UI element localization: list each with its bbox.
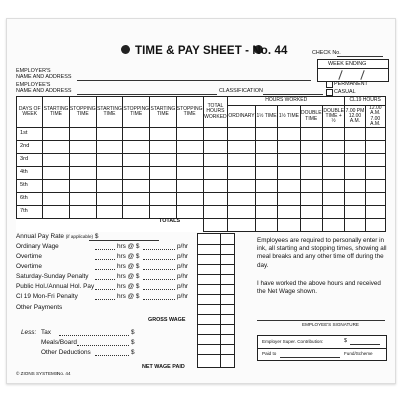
meals-dots — [77, 345, 129, 346]
day-label: 7th — [17, 206, 43, 219]
amount-row-line — [198, 334, 234, 335]
week-ending-box — [317, 59, 389, 82]
hours-cell[interactable] — [96, 206, 122, 219]
hours-cell[interactable] — [176, 193, 203, 206]
hours-cell[interactable] — [69, 167, 96, 180]
hours-cell[interactable] — [203, 154, 227, 167]
hours-cell[interactable] — [96, 167, 122, 180]
hrs-at-label: hrs @ $ — [117, 263, 140, 270]
hours-cell[interactable] — [123, 154, 150, 167]
hours-cell[interactable] — [365, 128, 385, 141]
hours-cell[interactable] — [228, 193, 256, 206]
hours-cell[interactable] — [203, 193, 227, 206]
super-divider — [258, 348, 386, 349]
hours-cell[interactable] — [255, 141, 277, 154]
footer-code: No. 44 — [57, 371, 71, 376]
hours-cell[interactable] — [69, 206, 96, 219]
hours-grid — [16, 96, 386, 232]
pay-row-rate-field[interactable] — [143, 279, 175, 280]
col-start-2: STARTING TIME — [96, 97, 122, 128]
day-label: 5th — [17, 180, 43, 193]
hrs-at-label: hrs @ $ — [117, 253, 140, 260]
per-hour-label: p/hr — [177, 283, 189, 290]
hours-cell[interactable] — [176, 180, 203, 193]
hours-cell[interactable] — [345, 193, 365, 206]
total-cell[interactable] — [278, 219, 300, 232]
check-no-field[interactable] — [337, 56, 383, 57]
hours-cell[interactable] — [228, 154, 256, 167]
hours-cell[interactable] — [176, 206, 203, 219]
hours-cell[interactable] — [228, 141, 256, 154]
hours-cell[interactable] — [150, 141, 176, 154]
hours-cell[interactable] — [43, 193, 69, 206]
hours-cell[interactable] — [322, 154, 344, 167]
super-box — [257, 335, 387, 361]
hours-cell[interactable] — [322, 206, 344, 219]
hours-cell[interactable] — [255, 128, 277, 141]
total-cell[interactable] — [322, 219, 344, 232]
hours-cell[interactable] — [228, 167, 256, 180]
annual-rate-label — [16, 233, 98, 240]
hours-cell[interactable] — [322, 180, 344, 193]
hours-cell[interactable] — [345, 180, 365, 193]
h-penalty-1: 7.00 PM 12.00 A.M. — [345, 106, 365, 128]
pay-row-label: Overtime — [16, 253, 42, 260]
hours-cell[interactable] — [96, 154, 122, 167]
pay-row-hours-field[interactable] — [95, 279, 115, 280]
hours-cell[interactable] — [69, 154, 96, 167]
employer-label-2: NAME AND ADDRESS — [16, 74, 72, 80]
hours-cell[interactable] — [300, 167, 322, 180]
h-double-time: DOUBLE TIME — [300, 106, 322, 128]
pay-row-rate-field[interactable] — [143, 269, 175, 270]
hours-cell[interactable] — [176, 141, 203, 154]
day-row — [17, 141, 386, 154]
hours-cell[interactable] — [300, 141, 322, 154]
hours-cell[interactable] — [203, 167, 227, 180]
hours-cell[interactable] — [150, 180, 176, 193]
col-stop-3: STOPPING TIME — [176, 97, 203, 128]
punch-hole-left-icon — [121, 45, 130, 54]
hours-cell[interactable] — [123, 141, 150, 154]
annual-rate-dollar: $ — [94, 233, 99, 240]
per-hour-label: p/hr — [177, 273, 189, 280]
paid-to-label: Paid to — [262, 351, 277, 356]
hours-cell[interactable] — [255, 193, 277, 206]
hours-cell[interactable] — [69, 128, 96, 141]
hours-cell[interactable] — [123, 206, 150, 219]
hours-cell[interactable] — [43, 154, 69, 167]
permanent-label: PERMANENT — [334, 81, 368, 87]
super-field[interactable] — [350, 344, 380, 345]
hours-cell[interactable] — [228, 180, 256, 193]
hours-cell[interactable] — [150, 206, 176, 219]
per-hour-label: p/hr — [177, 243, 189, 250]
hours-cell[interactable] — [123, 193, 150, 206]
permanent-checkbox[interactable] — [326, 81, 333, 88]
hours-cell[interactable] — [96, 193, 122, 206]
signature-label: EMPLOYEE'S SIGNATURE — [302, 322, 359, 327]
casual-label: CASUAL — [334, 89, 356, 95]
classification-field[interactable] — [263, 94, 323, 95]
net-wage-label: NET WAGE PAID — [142, 364, 185, 370]
amount-row-line — [198, 254, 234, 255]
col-stop-1: STOPPING TIME — [69, 97, 96, 128]
less-label: Less: — [21, 329, 37, 336]
hours-cell[interactable] — [255, 206, 277, 219]
total-cell[interactable] — [203, 219, 227, 232]
amount-row-line — [198, 274, 234, 275]
other-payments-label: Other Payments — [16, 304, 63, 311]
hours-cell[interactable] — [96, 128, 122, 141]
hours-cell[interactable] — [43, 206, 69, 219]
hours-cell[interactable] — [255, 180, 277, 193]
hours-cell[interactable] — [228, 206, 256, 219]
per-hour-label: p/hr — [177, 293, 189, 300]
hours-cell[interactable] — [365, 193, 385, 206]
pay-row-label: Ordinary Wage — [16, 243, 59, 250]
hours-cell[interactable] — [150, 167, 176, 180]
tax-label: Tax — [41, 329, 51, 336]
col-start-1: STARTING TIME — [43, 97, 69, 128]
total-cell[interactable] — [345, 219, 365, 232]
hours-cell[interactable] — [322, 193, 344, 206]
pay-row-rate-field[interactable] — [143, 249, 175, 250]
hours-cell[interactable] — [176, 154, 203, 167]
hours-cell[interactable] — [203, 206, 227, 219]
amount-row-line — [198, 264, 234, 265]
hours-cell[interactable] — [43, 180, 69, 193]
tax-dollar: $ — [131, 329, 135, 336]
hours-cell[interactable] — [203, 128, 227, 141]
pay-row-label: Overtime — [16, 263, 42, 270]
pay-row-label: Public Hol./Annual Hol. Pay — [16, 283, 95, 290]
hours-cell[interactable] — [345, 206, 365, 219]
hours-cell[interactable] — [322, 167, 344, 180]
hours-cell[interactable] — [278, 128, 300, 141]
pay-row-rate-field[interactable] — [143, 299, 175, 300]
h-ordinary: ORDINARY — [228, 106, 256, 128]
totals-label: TOTALS — [159, 218, 181, 224]
employer-field[interactable] — [77, 80, 311, 81]
hours-cell[interactable] — [176, 128, 203, 141]
hours-cell[interactable] — [345, 128, 365, 141]
amount-row-line — [198, 304, 234, 305]
hours-cell[interactable] — [345, 141, 365, 154]
employee-label-1: EMPLOYEE'S — [16, 82, 51, 88]
day-row — [17, 180, 386, 193]
hours-cell[interactable] — [43, 141, 69, 154]
hours-cell[interactable] — [345, 154, 365, 167]
footer-brand: © ZIONS SYSTEMS — [16, 371, 58, 376]
super-label: Employer Super. Contribution: — [262, 339, 324, 344]
amount-row-line — [198, 344, 234, 345]
notice-text-2: I have worked the above hours and received the Net Wage shown. — [257, 280, 381, 296]
hours-worked-header: HOURS WORKED — [228, 97, 345, 106]
hours-cell[interactable] — [123, 128, 150, 141]
casual-checkbox[interactable] — [326, 89, 333, 96]
annual-rate-note: (if applicable) — [65, 234, 94, 239]
col-days: DAYS OF WEEK — [17, 97, 43, 128]
day-row — [17, 193, 386, 206]
day-row — [17, 167, 386, 180]
hours-cell[interactable] — [278, 167, 300, 180]
date-divider-2 — [360, 70, 364, 80]
pay-row-hours-field[interactable] — [95, 259, 115, 260]
pay-row-hours-field[interactable] — [95, 269, 115, 270]
pay-row-hours-field[interactable] — [95, 249, 115, 250]
day-label: 3rd — [17, 154, 43, 167]
annual-rate-text: Annual Pay Rate — [16, 233, 64, 240]
hours-cell[interactable] — [228, 128, 256, 141]
hours-cell[interactable] — [278, 206, 300, 219]
amount-row-line — [198, 244, 234, 245]
day-label: 6th — [17, 193, 43, 206]
hrs-at-label: hrs @ $ — [117, 283, 140, 290]
form-title: TIME & PAY SHEET - No. 44 — [135, 45, 288, 57]
pay-row-rate-field[interactable] — [143, 259, 175, 260]
hours-cell[interactable] — [255, 154, 277, 167]
hours-cell[interactable] — [278, 154, 300, 167]
hours-cell[interactable] — [69, 141, 96, 154]
hours-cell[interactable] — [203, 141, 227, 154]
hours-cell[interactable] — [300, 154, 322, 167]
pay-row-hours-field[interactable] — [95, 299, 115, 300]
hours-cell[interactable] — [43, 128, 69, 141]
hours-cell[interactable] — [123, 167, 150, 180]
per-hour-label: p/hr — [177, 263, 189, 270]
cl19-hours-header: CL19 HOURS — [345, 97, 386, 106]
h-time-half-2: 1½ TIME — [278, 106, 300, 128]
h-double-time-half: DOUBLE TIME + ½ — [322, 106, 344, 128]
week-ending-field[interactable] — [318, 68, 388, 82]
hours-cell[interactable] — [203, 180, 227, 193]
pay-row-rate-field[interactable] — [143, 289, 175, 290]
gross-wage-label: GROSS WAGE — [148, 317, 186, 323]
hours-cell[interactable] — [278, 141, 300, 154]
per-hour-label: p/hr — [177, 253, 189, 260]
hours-cell[interactable] — [278, 193, 300, 206]
meals-label: Meals/Board — [41, 339, 77, 346]
other-deductions-dots — [95, 355, 129, 356]
hours-cell[interactable] — [345, 167, 365, 180]
date-divider-1 — [338, 70, 342, 80]
hours-cell[interactable] — [150, 154, 176, 167]
hrs-at-label: hrs @ $ — [117, 273, 140, 280]
amount-row-line — [198, 294, 234, 295]
pay-row-label: Cl 19 Mon-Fri Penalty — [16, 293, 78, 300]
day-label: 1st — [17, 128, 43, 141]
h-time-half-1: 1½ TIME — [255, 106, 277, 128]
notice-text-1: Employees are required to personally enter in ink, all starting and stopping times, showing all meal breaks and any other time off during the day. — [257, 237, 387, 269]
col-stop-2: STOPPING TIME — [123, 97, 150, 128]
pay-row-hours-field[interactable] — [95, 289, 115, 290]
col-total-hours: TOTAL HOURS WORKED — [203, 97, 227, 128]
total-cell[interactable] — [300, 219, 322, 232]
employee-label-2: NAME AND ADDRESS — [16, 88, 72, 94]
pay-row-label: Saturday-Sunday Penalty — [16, 273, 89, 280]
meals-dollar: $ — [131, 339, 135, 346]
paid-to-field[interactable] — [280, 357, 340, 358]
day-row — [17, 206, 386, 219]
annual-rate-field[interactable] — [89, 240, 159, 241]
amount-row-line — [198, 354, 234, 355]
hours-cell[interactable] — [300, 128, 322, 141]
amount-row-line — [198, 324, 234, 325]
hours-cell[interactable] — [322, 128, 344, 141]
week-ending-label: WEEK ENDING — [328, 61, 367, 67]
hours-cell[interactable] — [365, 154, 385, 167]
hours-cell[interactable] — [43, 167, 69, 180]
other-deductions-label: Other Deductions — [41, 349, 91, 356]
hours-cell[interactable] — [300, 193, 322, 206]
col-start-3: STARTING TIME — [150, 97, 176, 128]
hours-cell[interactable] — [96, 141, 122, 154]
hours-cell[interactable] — [278, 180, 300, 193]
classification-label: CLASSIFICATION — [219, 88, 263, 94]
hours-cell[interactable] — [365, 180, 385, 193]
day-row — [17, 128, 386, 141]
amount-column — [197, 233, 235, 368]
hours-cell[interactable] — [123, 180, 150, 193]
hours-cell[interactable] — [69, 193, 96, 206]
hrs-at-label: hrs @ $ — [117, 243, 140, 250]
day-row — [17, 154, 386, 167]
hours-cell[interactable] — [365, 206, 385, 219]
employee-field[interactable] — [77, 94, 217, 95]
h-penalty-2: 12.00 A.M. 7.00 A.M. — [365, 106, 385, 128]
hours-cell[interactable] — [300, 206, 322, 219]
totals-row — [17, 219, 386, 232]
signature-line[interactable] — [257, 320, 385, 321]
hours-cell[interactable] — [150, 128, 176, 141]
hours-cell[interactable] — [365, 167, 385, 180]
day-label: 2nd — [17, 141, 43, 154]
hours-cell[interactable] — [322, 141, 344, 154]
super-dollar: $ — [344, 338, 347, 344]
tax-dots — [59, 335, 129, 336]
fund-label: Fund/Scheme — [344, 351, 373, 356]
hrs-at-label: hrs @ $ — [117, 293, 140, 300]
pay-sheet-form — [6, 18, 396, 384]
hours-cell[interactable] — [255, 167, 277, 180]
hours-cell[interactable] — [96, 180, 122, 193]
day-label: 4th — [17, 167, 43, 180]
employer-label-1: EMPLOYER'S — [16, 68, 51, 74]
hours-cell[interactable] — [300, 180, 322, 193]
hours-cell[interactable] — [365, 141, 385, 154]
amount-row-line — [198, 314, 234, 315]
hours-cell[interactable] — [150, 193, 176, 206]
amount-row-line — [198, 284, 234, 285]
hours-cell[interactable] — [69, 180, 96, 193]
total-cell[interactable] — [228, 219, 256, 232]
other-deductions-dollar: $ — [131, 349, 135, 356]
total-cell[interactable] — [365, 219, 385, 232]
check-no-label: CHECK No. — [312, 50, 341, 56]
total-cell[interactable] — [255, 219, 277, 232]
hours-cell[interactable] — [176, 167, 203, 180]
